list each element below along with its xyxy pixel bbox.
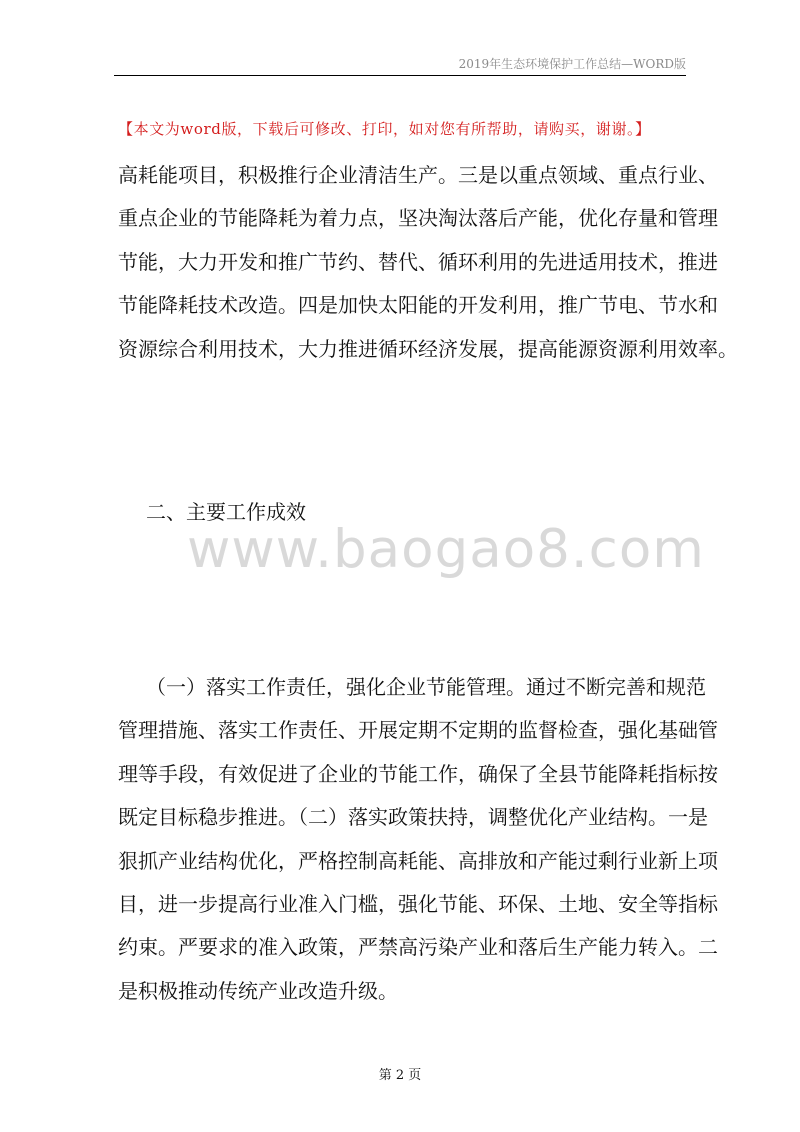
paragraph-line: 重点企业的节能降耗为着力点，坚决淘汰落后产能，优化存量和管理: [118, 206, 718, 231]
paragraph-line: 目，进一步提高行业准入门槛，强化节能、环保、土地、安全等指标: [118, 892, 718, 917]
paragraph-line: 节能，大力开发和推广节约、替代、循环利用的先进适用技术，推进: [118, 249, 718, 274]
paragraph-line: 约束。严要求的准入政策，严禁高污染产业和落后生产能力转入。二: [118, 935, 718, 960]
paragraph-line: 既定目标稳步推进。（二）落实政策扶持，调整优化产业结构。一是: [118, 805, 708, 830]
paragraph-line: 是积极推动传统产业改造升级。: [118, 978, 398, 1003]
page-number: 第 2 页: [378, 1068, 422, 1083]
paragraph-line: 狠抓产业结构优化，严格控制高耗能、高排放和产能过剩行业新上项: [118, 848, 718, 873]
paragraph-line: （一）落实工作责任，强化企业节能管理。通过不断完善和规范: [146, 675, 706, 699]
download-notice: 【本文为word版，下载后可修改、打印，如对您有所帮助，请购买，谢谢。】: [118, 120, 651, 138]
paragraph-line: 资源综合利用技术，大力推进循环经济发展，提高能源资源利用效率。: [118, 336, 738, 361]
body-paragraph-2: [118, 666, 718, 1013]
body-paragraph-1: [118, 154, 738, 371]
paragraph-line: 高耗能项目，积极推行企业清洁生产。三是以重点领域、重点行业、: [118, 163, 718, 187]
paragraph-line: 节能降耗技术改造。四是加快太阳能的开发利用，推广节电、节水和: [118, 293, 718, 318]
header-divider: [114, 75, 686, 76]
paragraph-line: 管理措施、落实工作责任、开展定期不定期的监督检查，强化基础管: [118, 718, 718, 743]
paragraph-line: 理等手段，有效促进了企业的节能工作，确保了全县节能降耗指标按: [118, 761, 718, 786]
watermark: www.baogao8.com: [187, 519, 705, 580]
running-header: 2019年生态环境保护工作总结—WORD版: [458, 57, 686, 71]
section-heading: 二、主要工作成效: [146, 500, 306, 524]
